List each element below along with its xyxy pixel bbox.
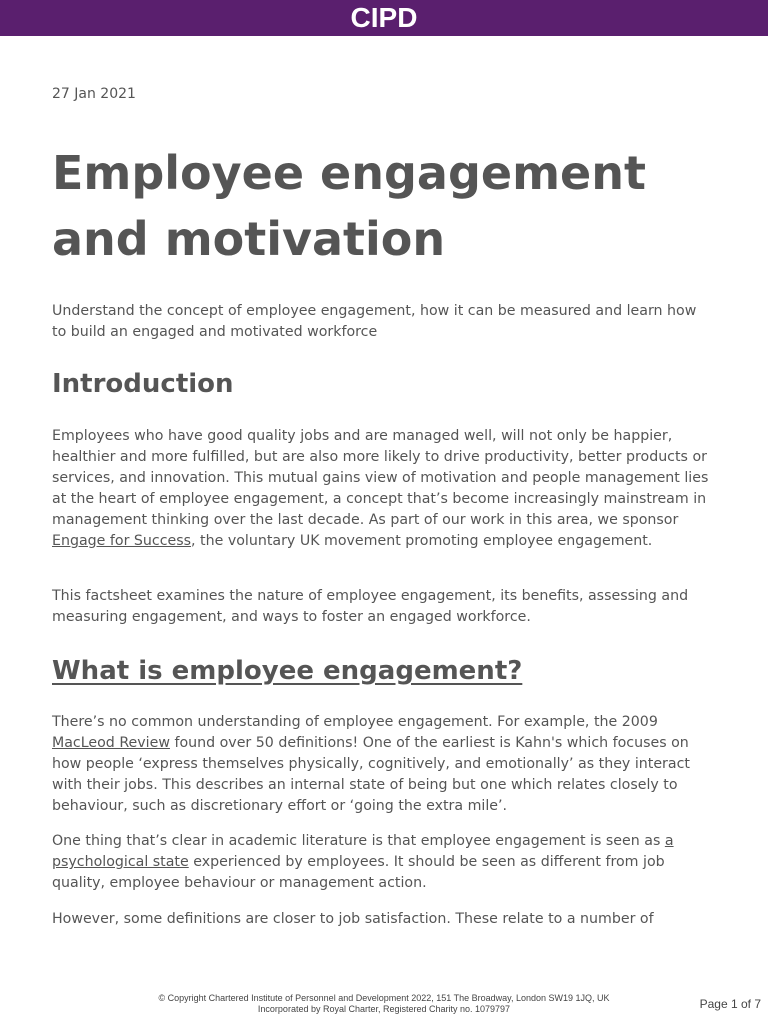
site-header [0, 0, 768, 36]
page-footer [0, 993, 768, 1017]
publish-date: 27 Jan 2021 [52, 86, 136, 102]
what-p2-text-after: experienced by employees. It should be seen as different from job quality, employee behaviour or management action. [52, 854, 665, 891]
what-p1-text-before: There’s no common understanding of employee engagement. For example, the 2009 [52, 714, 658, 730]
intro-paragraph-1 [52, 426, 712, 552]
intro-paragraph-2: This factsheet examines the nature of employee engagement, its benefits, assessing and measuring engagement, and ways to foster an engaged workforce. [52, 588, 689, 625]
page-title: Employee engagement and motivation [52, 146, 646, 266]
copyright-line-2: Incorporated by Royal Charter, Registered Charity no. 1079797 [257, 1004, 511, 1014]
macleod-review-link[interactable]: MacLeod Review [52, 735, 170, 751]
what-paragraph-2 [52, 831, 712, 894]
intro-p1-text-after: , the voluntary UK movement promoting employee engagement. [191, 533, 653, 549]
copyright-line-1: © Copyright Chartered Institute of Personnel and Development 2022, 151 The Broadway, London SW19 1JQ, UK [158, 993, 610, 1003]
psychological-state-link[interactable]: a psychological state [52, 833, 674, 870]
what-p1-text-after: found over 50 definitions! One of the earliest is Kahn's which focuses on how people ‘express themselves physically, cognitively, and emotionally’ as they interact with their jobs. This describes an internal state of being but one which relates closely to behaviour, such as discretionary effort or ‘going the extra mile’. [52, 735, 690, 814]
article-summary: Understand the concept of employee engagement, how it can be measured and learn how to build an engaged and motivated workforce [52, 303, 697, 340]
what-paragraph-1 [52, 712, 712, 817]
what-is-engagement-heading[interactable]: What is employee engagement? [52, 656, 523, 686]
introduction-heading: Introduction [52, 369, 234, 399]
copyright-notice [100, 993, 668, 1015]
intro-p1-text-before: Employees who have good quality jobs and are managed well, will not only be happier, healthier and more fulfilled, but are also more likely to drive productivity, better products or services, and innovation. This mutual gains view of motivation and people management lies at the heart of employee engagement, a concept that’s become increasingly mainstream in management thinking over the last decade. As part of our work in this area, we sponsor [52, 428, 709, 528]
page-number: Page 1 of 7 [699, 997, 761, 1011]
cipd-logo: CIPD [350, 2, 418, 33]
what-paragraph-3: However, some definitions are closer to job satisfaction. These relate to a number of [52, 911, 654, 927]
what-p2-text-before: One thing that’s clear in academic literature is that employee engagement is seen as [52, 833, 665, 849]
engage-for-success-link[interactable]: Engage for Success [52, 533, 192, 549]
